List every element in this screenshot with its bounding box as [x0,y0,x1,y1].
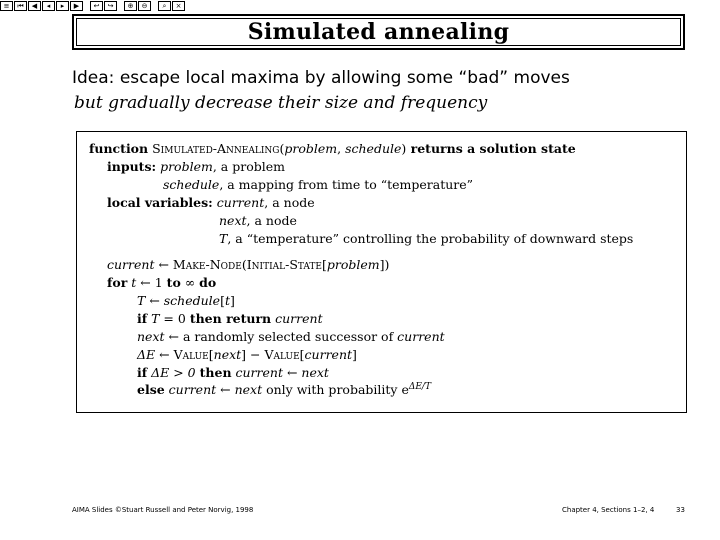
find-icon[interactable]: ⌕ [158,1,171,11]
slide-title: Simulated annealing [247,19,510,45]
algo-line-schedule-assign: T ← schedule[t] [137,293,235,308]
idea-subline: but gradually decrease their size and frequency [74,93,488,113]
algo-line-if-zero: if T = 0 then return current [137,311,323,326]
zoom-in-icon[interactable]: ⊕ [124,1,137,11]
forward-icon[interactable]: ▸ [56,1,69,11]
algo-line-successor: next ← a randomly selected successor of current [137,329,445,344]
algo-line-next: next, a node [219,213,297,228]
algo-line-for: for t ← 1 to ∞ do [107,275,217,290]
history-forward-icon[interactable]: ↪ [104,1,117,11]
algo-line-schedule: schedule, a mapping from time to “temperature” [163,177,474,192]
algo-line-if-positive: if ΔE > 0 then current ← next [137,365,329,380]
history-back-icon[interactable]: ↩ [90,1,103,11]
algo-line-signature: function Simulated-Annealing(problem, schedule) returns a solution state [89,141,576,156]
slide-title-box [72,14,685,50]
next-page-icon[interactable]: ▶ [70,1,83,11]
algo-line-temperature: T, a “temperature” controlling the probability of downward steps [219,231,634,246]
back-icon[interactable]: ◂ [42,1,55,11]
exit-icon[interactable]: × [172,1,185,11]
zoom-out-icon[interactable]: ⊖ [138,1,151,11]
algorithm-box [76,131,687,413]
algo-line-delta: ΔE ← Value[next] − Value[current] [137,347,357,362]
page-number: 33 [676,506,685,514]
prev-page-icon[interactable]: ◀ [28,1,41,11]
algo-line-init: current ← Make-Node(Initial-State[problem]) [107,257,390,272]
algo-line-local-vars: local variables: current, a node [107,195,315,210]
menu-icon[interactable]: ≡ [0,1,13,11]
algo-line-inputs: inputs: problem, a problem [107,159,285,174]
viewer-toolbar [0,0,185,11]
algo-line-else: else current ← next only with probability $e^{\Delta E/T}$ [137,382,431,398]
footer-chapter: Chapter 4, Sections 1–2, 4 [562,506,655,514]
idea-line: Idea: escape local maxima by allowing some “bad” moves [72,68,570,88]
footer-copyright: AIMA Slides ©Stuart Russell and Peter Norvig, 1998 [72,506,254,514]
first-page-icon[interactable]: ⏮ [14,1,27,11]
